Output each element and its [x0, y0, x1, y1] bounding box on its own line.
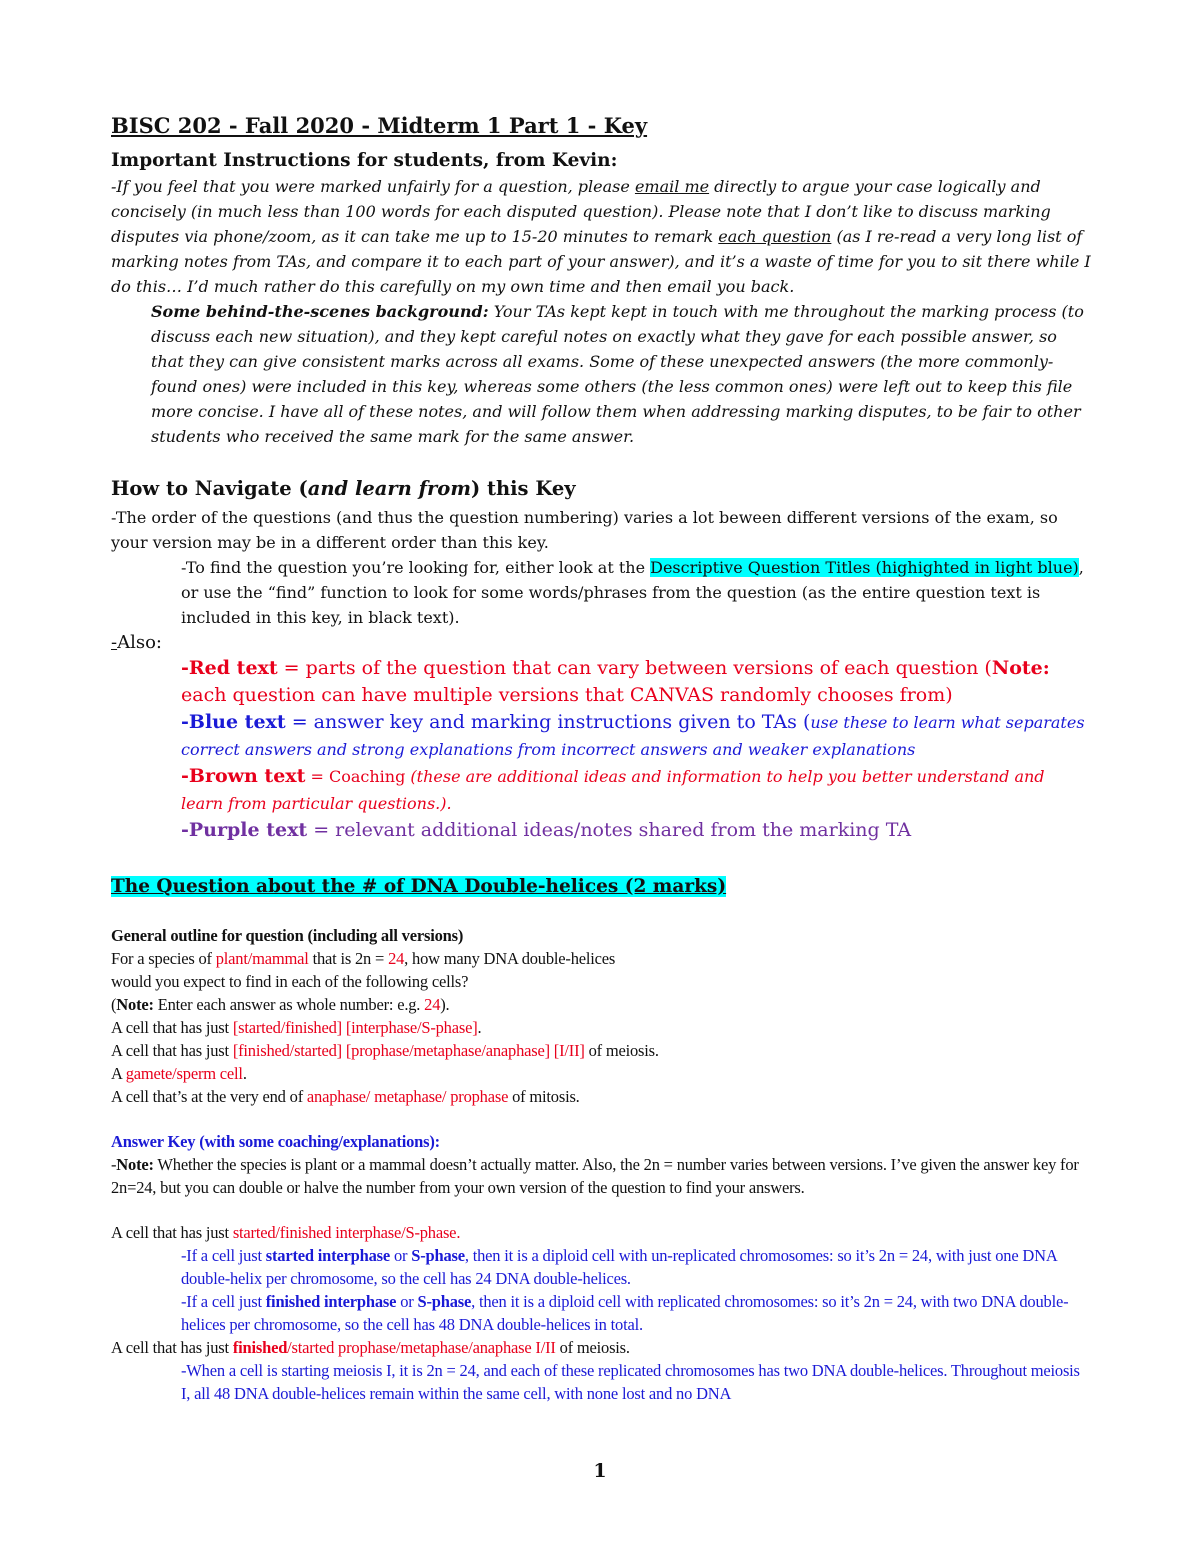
- outline-line-4: A cell that has just [started/finished] [interphase/S-phase].: [111, 1018, 482, 1037]
- background-paragraph: Some behind-the-scenes background: Your TAs kept kept in touch with me throughout the marking process (to discuss each new situation), and they kept careful notes on exactly what they gave for each possible answer, so that they can give consistent marks across all exams. Some of these unexpected answers (the more commonly-found ones) were included in this key, whereas some others (the less common ones) were left out to keep this file more concise. I have all of these notes, and will follow them when addressing marking disputes, to be fair to other students who received the same mark for the same answer.: [151, 302, 1084, 446]
- answer-key-heading: Answer Key (with some coaching/explanations):: [111, 1132, 440, 1151]
- legend-purple: -Purple text = relevant additional ideas/notes shared from the marking TA: [181, 819, 912, 841]
- outline-line-1: For a species of plant/mammal that is 2n = 24, how many DNA double-helices: [111, 949, 616, 968]
- outline-line-6: A gamete/sperm cell.: [111, 1064, 247, 1083]
- outline-heading: General outline for question (including all versions): [111, 926, 464, 945]
- navigate-paragraph-2: -To find the question you’re looking for, either look at the Descriptive Question Titles (highighted in light blue), or use the “find” function to look for some words/phrases from the question (as the entire question text is included in this key, in black text).: [181, 558, 1084, 627]
- also-label: -Also:: [111, 632, 162, 653]
- outline-line-2: would you expect to find in each of the following cells?: [111, 972, 469, 991]
- outline-line-5: A cell that has just [finished/started] [prophase/metaphase/anaphase] [I/II] of meiosis.: [111, 1041, 659, 1060]
- instructions-paragraph: -If you feel that you were marked unfairly for a question, please email me directly to argue your case logically and concisely (in much less than 100 words for each disputed question). Please note that I don’t like to discuss marking disputes via phone/zoom, as it can take me up to 15-20 minutes to remark each question (as I re-read a very long list of marking notes from TAs, and compare it to each part of your answer), and it’s a waste of time for you to sit there while I do this… I’d much rather do this carefully on my own time and then email you back.: [111, 177, 1091, 296]
- navigate-paragraph-1: -The order of the questions (and thus the question numbering) varies a lot beween different versions of the exam, so your version may be in a different order than this key.: [111, 508, 1058, 552]
- document-page: [111, 112, 1091, 1405]
- instructions-heading: Important Instructions for students, from Kevin:: [111, 150, 618, 171]
- answer-1-explanation-1: -If a cell just started interphase or S-phase, then it is a diploid cell with un-replicated chromosomes: so it’s 2n = 24, with just one DNA double-helix per chromosome, so the cell has 24 DNA double-helices.: [181, 1246, 1057, 1288]
- document-title: BISC 202 - Fall 2020 - Midterm 1 Part 1 - Key: [111, 113, 648, 138]
- outline-line-7: A cell that’s at the very end of anaphase/ metaphase/ prophase of mitosis.: [111, 1087, 580, 1106]
- answer-2: A cell that has just finished/started prophase/metaphase/anaphase I/II of meiosis.: [111, 1338, 630, 1357]
- legend-blue: -Blue text = answer key and marking instructions given to TAs (use these to learn what separates correct answers and strong explanations from incorrect answers and weaker explanations: [181, 711, 1085, 759]
- email-link[interactable]: email me: [634, 177, 710, 196]
- answer-2-explanation: -When a cell is starting meiosis I, it is 2n = 24, and each of these replicated chromosomes has two DNA double-helices. Throughout meiosis I, all 48 DNA double-helices remain within the same cell, with none lost and no DNA: [181, 1361, 1080, 1403]
- page-number: 1: [593, 1460, 607, 1482]
- answer-key-note: -Note: Whether the species is plant or a mammal doesn’t actually matter. Also, the 2n = number varies between versions. I’ve given the answer key for 2n=24, but you can double or halve the number from your own version of the question to find your answers.: [111, 1155, 1079, 1197]
- legend-red: -Red text = parts of the question that can vary between versions of each question (Note: each question can have multiple versions that CANVAS randomly chooses from): [181, 657, 1050, 706]
- legend-brown: -Brown text = Coaching (these are additional ideas and information to help you better understand and learn from particular questions.).: [181, 765, 1045, 813]
- answer-1: A cell that has just started/finished interphase/S-phase.: [111, 1223, 461, 1242]
- outline-line-3: (Note: Enter each answer as whole number: e.g. 24).: [111, 995, 450, 1014]
- question-title: The Question about the # of DNA Double-helices (2 marks): [111, 876, 727, 897]
- answer-1-explanation-2: -If a cell just finished interphase or S-phase, then it is a diploid cell with replicated chromosomes: so it’s 2n = 24, with two DNA double-helices per chromosome, so the cell has 48 DNA double-helices in total.: [181, 1292, 1069, 1334]
- navigate-heading: How to Navigate (and learn from) this Key: [111, 477, 576, 500]
